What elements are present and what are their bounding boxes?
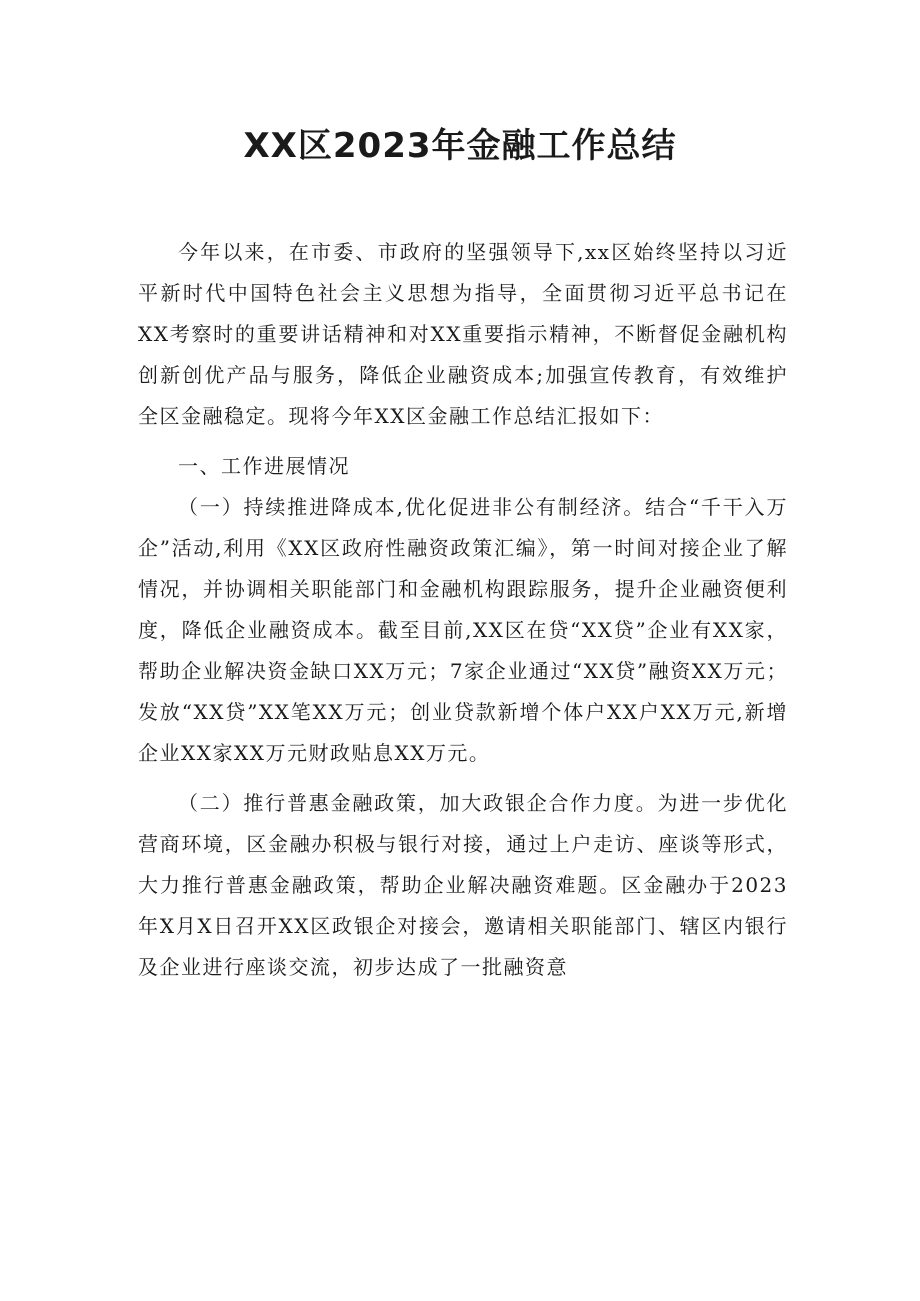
paragraph-spacer [138, 774, 788, 783]
paragraph-spacer [138, 437, 788, 446]
document-body [138, 232, 788, 988]
document-title: XX区2023年金融工作总结 [243, 126, 677, 166]
section-heading-progress: 一、工作进展情况 [178, 454, 350, 478]
paragraph-cost-reduction: （一）持续推进降成本,优化促进非公有制经济。结合“千干入万企”活动,利用《XX区政府性融资政策汇编》，第一时间对接企业了解情况，并协调相关职能部门和金融机构跟踪服务，提升企业融资便利度，降低企业融资成本。截至目前,XX区在贷“XX贷”企业有XX家，帮助企业解决资金缺口XX万元；7家企业通过“XX贷”融资XX万元；发放“XX贷”XX笔XX万元；创业贷款新增个体户XX户XX万元,新增企业XX家XX万元财政贴息XX万元。 [138, 495, 788, 765]
paragraph-inclusive-finance: （二）推行普惠金融政策，加大政银企合作力度。为进一步优化营商环境，区金融办积极与银行对接，通过上户走访、座谈等形式，大力推行普惠金融政策，帮助企业解决融资难题。区金融办于2023年X月X日召开XX区政银企对接会，邀请相关职能部门、辖区内银行及企业进行座谈交流，初步达成了一批融资意 [138, 791, 788, 979]
intro-paragraph: 今年以来，在市委、市政府的坚强领导下,xx区始终坚持以习近平新时代中国特色社会主义思想为指导，全面贯彻习近平总书记在XX考察时的重要讲话精神和对XX重要指示精神，不断督促金融机构创新创优产品与服务，降低企业融资成本;加强宣传教育，有效维护全区金融稳定。现将今年XX区金融工作总结汇报如下： [138, 240, 788, 428]
